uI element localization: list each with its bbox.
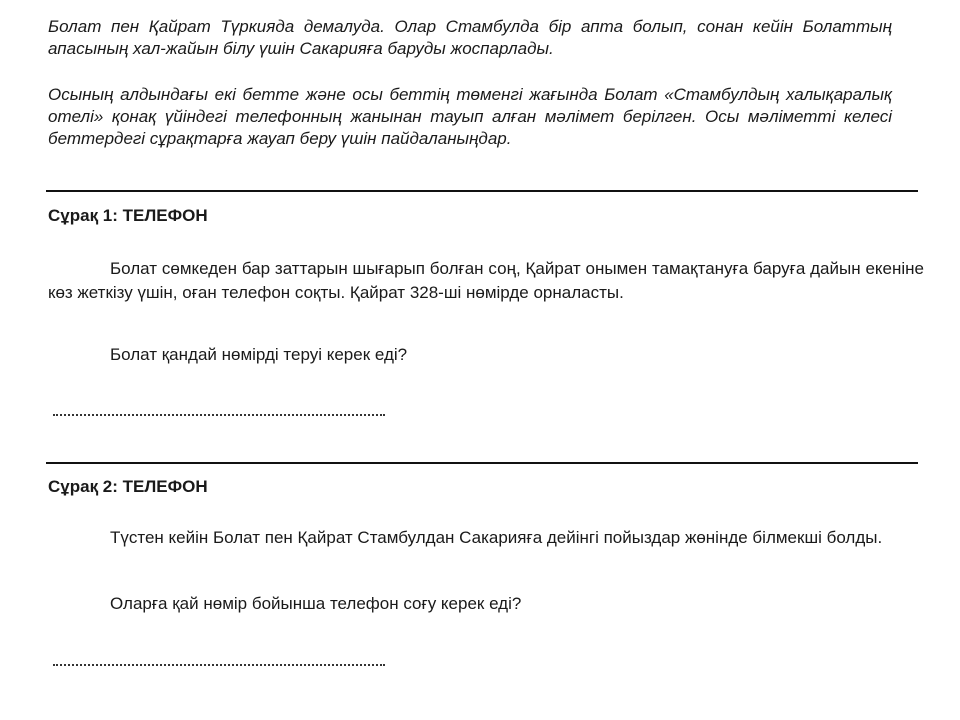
question-2-heading: Сұрақ 2: ТЕЛЕФОН (48, 477, 208, 496)
section-divider-1 (46, 190, 918, 192)
question-2-prompt: Оларға қай нөмір бойынша телефон соғу керек еді? (110, 594, 522, 613)
question-2-body: Түстен кейін Болат пен Қайрат Стамбулдан Сакарияға дейінгі пойыздар жөнінде білмекші болды. (110, 528, 883, 547)
intro-paragraph-2: Осының алдындағы екі бетте және осы беттің төменгі жағында Болат «Стамбулдың халықаралық отелі» қонақ үйіндегі телефонның жанынан тауып алған мәлімет берілген. Осы мәліметті келесі беттердегі сұрақтарға жауап беру үшін пайдаланыңдар. (48, 85, 892, 148)
section-divider-2 (46, 462, 918, 464)
question-1-prompt: Болат қандай нөмірді теруі керек еді? (110, 345, 408, 364)
intro-paragraph-1: Болат пен Қайрат Түркияда демалуда. Олар Стамбулда бір апта болып, сонан кейін Болаттың апасының хал-жайын білу үшін Сакарияға баруды жоспарлады. (48, 17, 892, 58)
question-1-body: Болат сөмкеден бар заттарын шығарып болған соң, Қайрат онымен тамақтануға баруға дайын екеніне көз жеткізу үшін, оған телефон соқты. Қайрат 328-ші нөмірде орналасты. (48, 259, 924, 302)
question-2-answer-line[interactable] (53, 664, 385, 666)
question-1-heading: Сұрақ 1: ТЕЛЕФОН (48, 206, 208, 225)
question-1-answer-line[interactable] (53, 414, 385, 416)
